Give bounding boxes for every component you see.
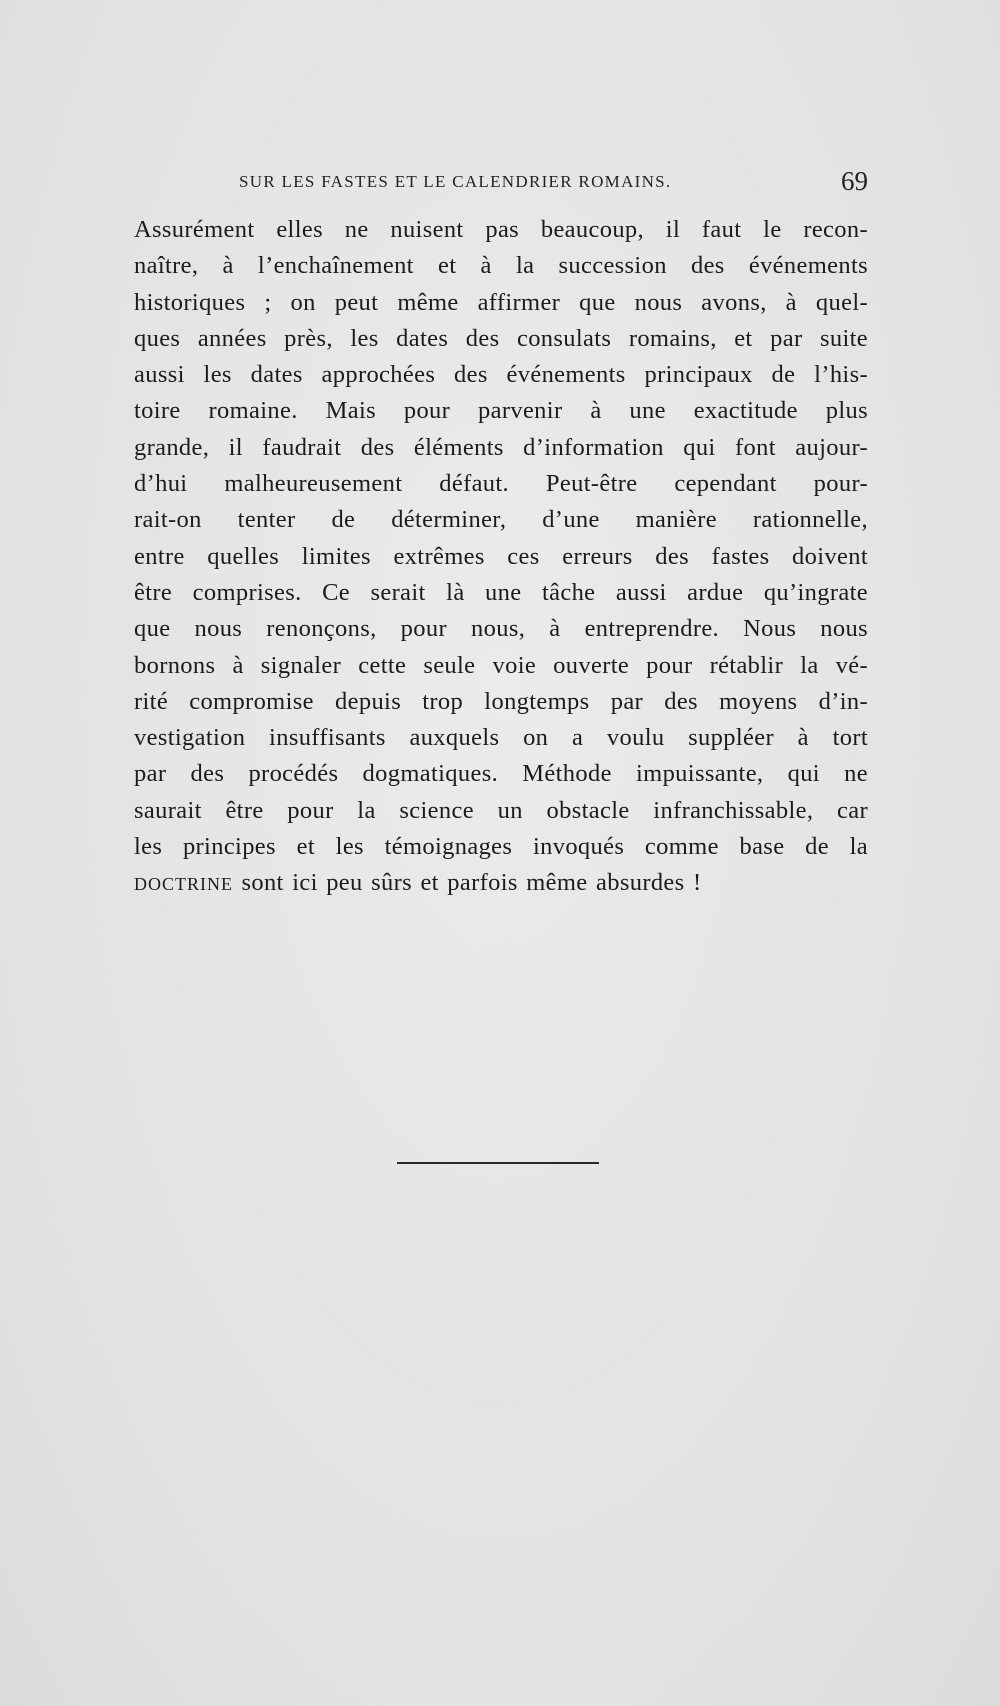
text-line: que nous renonçons, pour nous, à entreprendre. Nous nous — [134, 615, 868, 643]
text-line: toire romaine. Mais pour parvenir à une exactitude plus — [134, 397, 868, 425]
smallcaps-word: DOCTRINE — [134, 874, 233, 895]
text-line: vestigation insuffisants auxquels on a voulu suppléer à tort — [134, 724, 868, 752]
section-end-rule — [397, 1162, 599, 1164]
text-line: d’hui malheureusement défaut. Peut-être cependant pour- — [134, 470, 868, 498]
text-line: bornons à signaler cette seule voie ouverte pour rétablir la vé- — [134, 651, 868, 679]
page-number: 69 — [841, 166, 868, 196]
text-line: rité compromise depuis trop longtemps par des moyens d’in- — [134, 687, 868, 715]
final-line-text: sont ici peu sûrs et parfois même absurdes ! — [233, 869, 702, 897]
text-line: saurait être pour la science un obstacle infranchissable, car — [134, 796, 868, 824]
text-line: les principes et les témoignages invoqués comme base de la — [134, 833, 868, 861]
running-title: SUR LES FASTES ET LE CALENDRIER ROMAINS. — [239, 172, 672, 191]
text-line: aussi les dates approchées des événements principaux de l’his- — [134, 361, 868, 389]
text-line: ques années près, les dates des consulats romains, et par suite — [134, 324, 868, 352]
running-header — [134, 168, 868, 198]
text-line: Assurément elles ne nuisent pas beaucoup, il faut le recon- — [134, 216, 868, 243]
text-line: historiques ; on peut même affirmer que nous avons, à quel- — [134, 288, 868, 316]
text-line: être comprises. Ce serait là une tâche aussi ardue qu’ingrate — [134, 578, 868, 606]
text-line: par des procédés dogmatiques. Méthode impuissante, qui ne — [134, 760, 868, 788]
text-line: rait-on tenter de déterminer, d’une manière rationnelle, — [134, 506, 868, 534]
text-line: entre quelles limites extrêmes ces erreurs des fastes doivent — [134, 542, 868, 570]
text-line: grande, il faudrait des éléments d’information qui font aujour- — [134, 433, 868, 461]
text-line-final — [134, 865, 868, 901]
body-paragraph — [134, 212, 868, 902]
text-line: naître, à l’enchaînement et à la succession des événements — [134, 252, 868, 280]
